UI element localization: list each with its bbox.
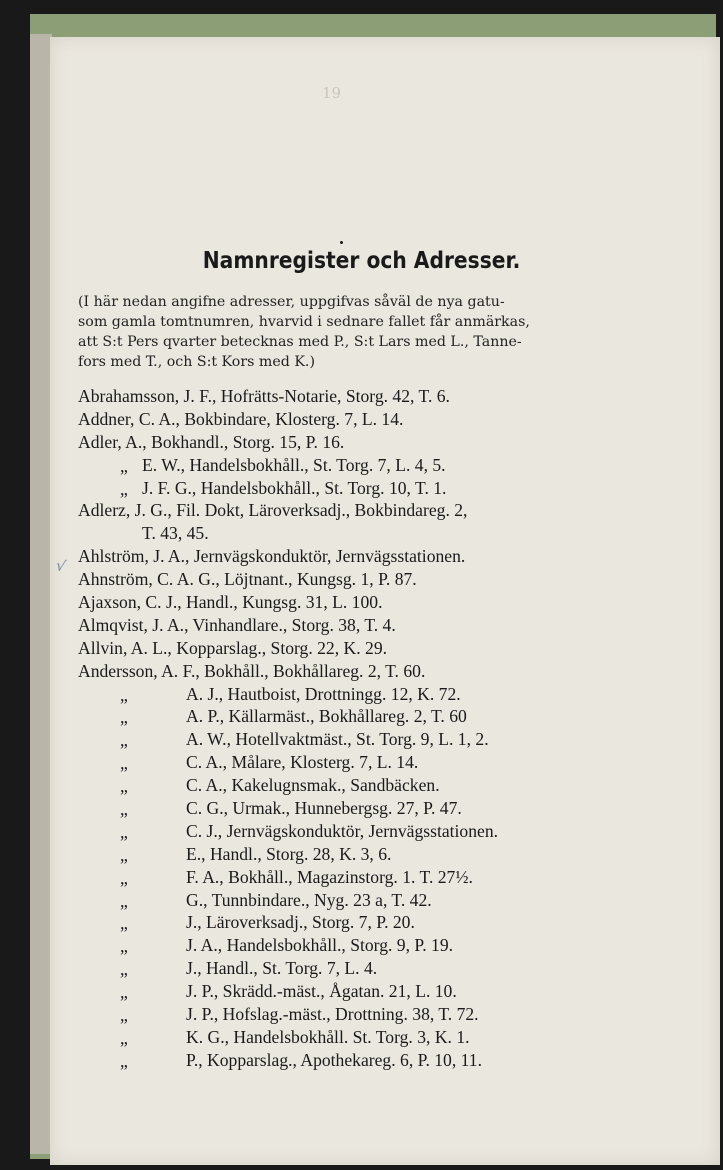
intro-line: att S:t Pers qvarter betecknas med P., S:t Lars med L., Tanne- bbox=[78, 334, 522, 350]
ditto-mark: „ bbox=[120, 1005, 128, 1026]
entry-text: E. W., Handelsbokhåll., St. Torg. 7, L. 4, 5. bbox=[142, 454, 446, 475]
heading-dot bbox=[340, 241, 343, 244]
entry-text: J., Läroverksadj., Storg. 7, P. 20. bbox=[186, 912, 415, 933]
ditto-mark: „ bbox=[120, 730, 128, 751]
ditto-mark: „ bbox=[120, 982, 128, 1003]
ditto-mark: „ bbox=[120, 821, 128, 842]
register-entry bbox=[78, 957, 618, 980]
register-entry bbox=[78, 660, 618, 683]
register-entry bbox=[78, 408, 618, 431]
entry-text: A. P., Källarmäst., Bokhållareg. 2, T. 60 bbox=[186, 706, 467, 727]
ditto-mark: „ bbox=[120, 1050, 128, 1071]
entry-text: F. A., Bokhåll., Magazinstorg. 1. T. 27½. bbox=[186, 866, 473, 887]
name-register-list bbox=[78, 385, 618, 1072]
ditto-mark: „ bbox=[120, 799, 128, 820]
ditto-mark: „ bbox=[120, 936, 128, 957]
register-entry bbox=[78, 1003, 618, 1026]
entry-text: Almqvist, J. A., Vinhandlare., Storg. 38, T. 4. bbox=[78, 614, 396, 635]
page-heading: Namnregister och Adresser. bbox=[202, 248, 521, 274]
entry-text: Ajaxson, C. J., Handl., Kungsg. 31, L. 100. bbox=[78, 592, 383, 613]
ditto-mark: „ bbox=[120, 684, 128, 705]
register-entry bbox=[78, 385, 618, 408]
register-entry bbox=[78, 454, 618, 477]
entry-text: C. A., Målare, Klosterg. 7, L. 14. bbox=[186, 752, 419, 773]
entry-text: J. P., Skrädd.-mäst., Ågatan. 21, L. 10. bbox=[186, 981, 457, 1002]
register-entry bbox=[78, 843, 618, 866]
register-entry bbox=[78, 614, 618, 637]
entry-text: P., Kopparslag., Apothekareg. 6, P. 10, 11. bbox=[186, 1049, 482, 1070]
entry-text: J. F. G., Handelsbokhåll., St. Torg. 10, T. 1. bbox=[142, 477, 447, 498]
ditto-mark: „ bbox=[120, 707, 128, 728]
ditto-mark: „ bbox=[120, 913, 128, 934]
register-entry bbox=[78, 591, 618, 614]
entry-text: J. A., Handelsbokhåll., Storg. 9, P. 19. bbox=[186, 935, 454, 956]
ditto-mark: „ bbox=[120, 959, 128, 980]
entry-text: A. W., Hotellvaktmäst., St. Torg. 9, L. 1, 2. bbox=[186, 729, 489, 750]
register-entry bbox=[78, 683, 618, 706]
entry-text: K. G., Handelsbokhåll. St. Torg. 3, K. 1. bbox=[186, 1026, 470, 1047]
page-number: 19 bbox=[322, 84, 342, 102]
ditto-mark: „ bbox=[120, 776, 128, 797]
entry-text: C. J., Jernvägskonduktör, Jernvägsstationen. bbox=[186, 820, 499, 841]
register-entry bbox=[78, 477, 618, 500]
register-entry bbox=[78, 522, 618, 545]
entry-text: Abrahamsson, J. F., Hofrätts-Notarie, Storg. 42, T. 6. bbox=[78, 386, 450, 406]
entry-text: Adler, A., Bokhandl., Storg. 15, P. 16. bbox=[78, 431, 345, 452]
ditto-mark: „ bbox=[120, 455, 128, 476]
register-entry bbox=[78, 431, 618, 454]
register-entry bbox=[78, 774, 618, 797]
ditto-mark: „ bbox=[120, 753, 128, 774]
register-entry bbox=[78, 499, 618, 522]
ditto-mark: „ bbox=[120, 1027, 128, 1048]
entry-text: G., Tunnbindare., Nyg. 23 a, T. 42. bbox=[186, 889, 432, 910]
entry-text: T. 43, 45. bbox=[142, 523, 209, 544]
ditto-mark: „ bbox=[120, 890, 128, 911]
entry-text: Andersson, A. F., Bokhåll., Bokhållareg. 2, T. 60. bbox=[78, 660, 426, 681]
register-entry bbox=[78, 820, 618, 843]
register-entry bbox=[78, 1049, 618, 1072]
entry-text: Addner, C. A., Bokbindare, Klosterg. 7, L. 14. bbox=[78, 408, 404, 429]
entry-text: J., Handl., St. Torg. 7, L. 4. bbox=[186, 958, 378, 979]
entry-text: E., Handl., Storg. 28, K. 3, 6. bbox=[186, 843, 392, 864]
ditto-mark: „ bbox=[120, 478, 128, 499]
entry-text: Adlerz, J. G., Fil. Dokt, Läroverksadj., Bokbindareg. 2, bbox=[78, 500, 468, 521]
register-entry bbox=[78, 728, 618, 751]
register-entry bbox=[78, 911, 618, 934]
left-page-edge bbox=[30, 34, 52, 1154]
entry-text: Ahlström, J. A., Jernvägskonduktör, Jernvägsstationen. bbox=[78, 546, 466, 567]
register-entry bbox=[78, 866, 618, 889]
register-entry bbox=[78, 637, 618, 660]
register-entry bbox=[78, 980, 618, 1003]
intro-line: (I här nedan angifne adresser, uppgifvas såväl de nya gatu- bbox=[78, 294, 505, 310]
register-entry bbox=[78, 545, 618, 568]
intro-line: fors med T., och S:t Kors med K.) bbox=[78, 354, 315, 370]
entry-text: Ahnström, C. A. G., Löjtnant., Kungsg. 1, P. 87. bbox=[78, 569, 417, 590]
entry-text: Allvin, A. L., Kopparslag., Storg. 22, K. 29. bbox=[78, 637, 388, 658]
margin-check-mark: √ bbox=[54, 556, 68, 576]
register-entry bbox=[78, 751, 618, 774]
register-entry bbox=[78, 705, 618, 728]
register-entry bbox=[78, 1026, 618, 1049]
entry-text: C. A., Kakelugnsmak., Sandbäcken. bbox=[186, 775, 440, 796]
intro-paragraph bbox=[78, 292, 610, 372]
register-entry bbox=[78, 889, 618, 912]
intro-line: som gamla tomtnumren, hvarvid i sednare fallet får anmärkas, bbox=[78, 314, 530, 330]
register-entry bbox=[78, 797, 618, 820]
entry-text: A. J., Hautboist, Drottningg. 12, K. 72. bbox=[186, 683, 461, 704]
register-entry bbox=[78, 934, 618, 957]
entry-text: J. P., Hofslag.-mäst., Drottning. 38, T. 72. bbox=[186, 1004, 479, 1025]
register-entry bbox=[78, 568, 618, 591]
ditto-mark: „ bbox=[120, 844, 128, 865]
entry-text: C. G., Urmak., Hunnebergsg. 27, P. 47. bbox=[186, 798, 462, 819]
ditto-mark: „ bbox=[120, 867, 128, 888]
